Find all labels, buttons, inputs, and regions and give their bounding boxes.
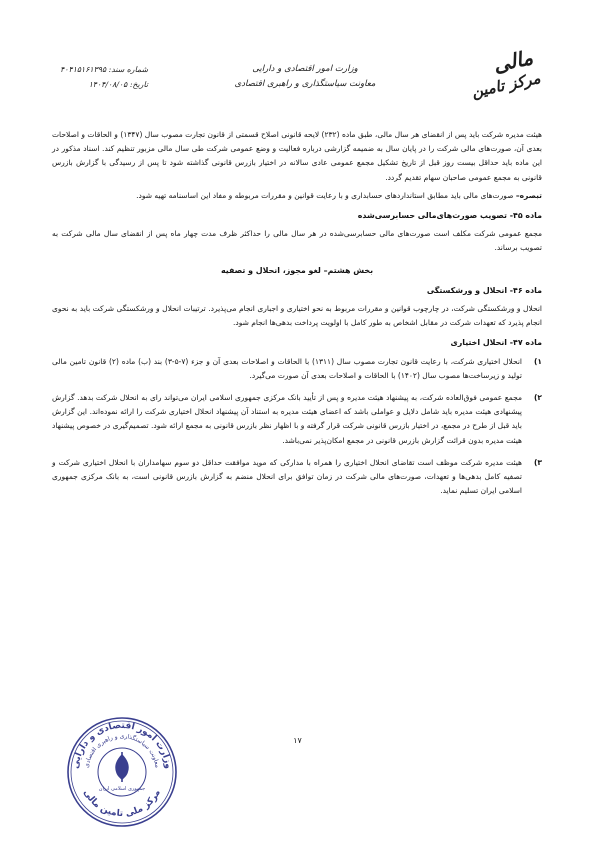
ministry-name: وزارت امور اقتصادی و دارایی bbox=[252, 64, 358, 74]
note-text: صورت‌های مالی باید مطابق استانداردهای حسابداری و با رعایت قوانین و مقررات مربوطه و مفاد این اساسنامه تهیه شود. bbox=[136, 190, 514, 200]
item-number: ۱) bbox=[533, 356, 542, 366]
ministry-title bbox=[230, 62, 380, 92]
logo-line-2: مرکز تامین bbox=[470, 68, 542, 102]
document-date: تاریخ: ۱۴۰۴/۰۸/۰۵ bbox=[88, 80, 148, 89]
document-body bbox=[52, 128, 542, 506]
article-45-heading: ماده ۴۵- تصویب صورت‌های‌مالی حسابرسی‌شده bbox=[357, 211, 542, 221]
document-number: شماره سند: ۴۰۴۱۵۱۶۱۳۹۵ bbox=[60, 65, 148, 74]
paragraph-art44: هیئت مدیره شرکت باید پس از انقضای هر سال مالی، طبق ماده (۲۳۲) لایحه قانونی اصلاح قسمتی از قانون تجارت مصوب سال (۱۳۴۷) و الحاقات و اصلاحات بعدی آن، صورت‌های مالی شرکت را در پایان سال به ضمیمه گزارشی درباره فعالیت و وضع عمومی شرکت طی سال مالی مزبور تنظیم کند. اسناد مذکور در این ماده باید حداقل بیست روز قبل از تاریخ تشکیل مجمع عمومی عادی سالانه در اختیار بازرس قانونی گذاشته شود تا پس از رسیدگی با گزارش بازرس قانونی به مجمع عمومی صاحبان سهام تقدیم گردد. bbox=[52, 130, 543, 182]
stamp-center-text: جمهوری اسلامی ایران bbox=[98, 786, 146, 792]
article-46-text: انحلال و ورشکستگی شرکت، در چارچوب قوانین و مقررات مربوط به نحو اختیاری و اجباری انجام می‌پذیرد. ترتیبات انحلال و ورشکستگی شرکت باید به نحوی انجام پذیرد که تعهدات شرکت در مقابل اشخاص به طور کامل با اولویت پرداخت بدهی‌ها انجام شود. bbox=[52, 304, 542, 328]
list-item bbox=[52, 355, 542, 383]
deputy-name: معاونت سیاستگذاری و راهبری اقتصادی bbox=[234, 79, 376, 89]
logo-line-1: مالی bbox=[491, 45, 535, 77]
note-paragraph bbox=[52, 189, 542, 203]
stamp-emblem-icon bbox=[115, 752, 129, 782]
item-text: هیئت مدیره شرکت موظف است تقاضای انحلال اختیاری را همراه با مدارکی که موید موافقت حداقل دو سوم سهامداران با انحلال اختیاری شرکت و تصفیه کامل بدهی‌ها و تعهدات، صورت‌های مالی شرکت در زمان توافق برای انحلال منضم به گزارش بازرس قانونی است، به بانک مرکزی جمهوری اسلامی ایران تسلیم نماید. bbox=[52, 457, 522, 496]
list-item bbox=[52, 456, 542, 499]
page-number: ۱۷ bbox=[293, 736, 302, 745]
item-number: ۳) bbox=[533, 457, 542, 467]
item-number: ۲) bbox=[533, 393, 542, 403]
article-47-heading: ماده ۴۷- انحلال اختیاری bbox=[450, 338, 542, 348]
stamp-inner-text: معاونت سیاستگذاری و راهبری اقتصادی bbox=[83, 733, 161, 769]
item-text: انحلال اختیاری شرکت، با رعایت قانون تجارت مصوب سال (۱۳۱۱) با الحاقات و اصلاحات بعدی آن و جزء (۷-۵-۳) بند (ب) ماده (۲) قانون تامین مالی تولید و زیرساخت‌ها مصوب سال (۱۴۰۲) با الحاقات و اصلاحات بعدی آن صورت می‌گیرد. bbox=[52, 356, 522, 380]
article-46-heading: ماده ۴۶- انحلال و ورشکستگی bbox=[426, 285, 542, 295]
document-meta bbox=[38, 62, 148, 92]
stamp-outer-text: وزارت امور اقتصادی و دارایی bbox=[70, 720, 173, 770]
stamp-bottom-text: مرکز ملی تامین مالی bbox=[81, 788, 163, 820]
article-45-text: مجمع عمومی شرکت مکلف است صورت‌های مالی حسابرسی‌شده در هر سال مالی را حداکثر ظرف مدت چهار ماه پس از انقضای سال مالی شرکت به تصویب برساند. bbox=[52, 229, 542, 253]
official-stamp bbox=[66, 716, 178, 828]
list-item bbox=[52, 391, 542, 448]
center-logo bbox=[453, 45, 573, 120]
item-text: مجمع عمومی فوق‌العاده شرکت، به پیشنهاد هیئت مدیره و پس از تأیید بانک مرکزی جمهوری اسلامی ایران می‌تواند رای به انحلال شرکت بدهد. گزارش پیشنهادی هیئت مدیره باید شامل دلایل و عواملی باشد که اعضای هیئت مدیره به استناد آن پیشنهاد انحلال اختیاری شرکت را ارائه نموده‌اند. این گزارش باید قبل از طرح در مجمع، در اختیار بازرس قانونی شرکت قرار گرفته و با اظهار نظر بازرس قانونی به مجمع ارائه شود. تصمیم‌گیری در خصوص پیشنهاد هیئت مدیره بدون قرائت گزارش بازرس قانونی در مجمع امکان‌پذیر نمی‌باشد. bbox=[52, 393, 522, 445]
letterhead bbox=[0, 40, 595, 130]
part-8-heading: بخش هشتم– لغو مجوز، انحلال و تصفیه bbox=[220, 265, 374, 275]
note-label: تبصره– bbox=[515, 190, 542, 200]
